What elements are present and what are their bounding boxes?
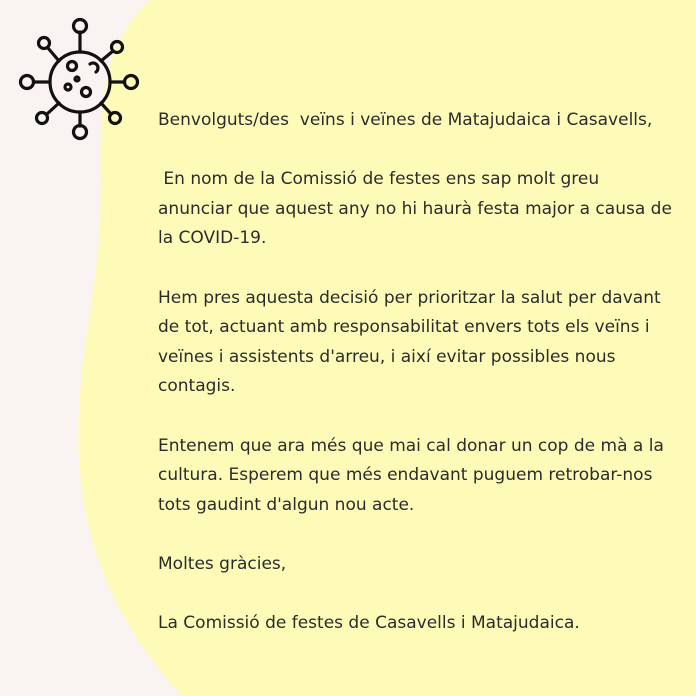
letter-paragraph-2: Hem pres aquesta decisió per prioritzar la salut per davant de tot, actuant amb responsabilitat envers tots els veïns i veïnes i assistents d'arreu, i així evitar possibles nous contagis. bbox=[158, 287, 667, 397]
letter-paragraph-3: Entenem que ara més que mai cal donar un cop de mà a la cultura. Esperem que més endavant puguem retrobar-nos tots gaudint d'algun nou acte. bbox=[158, 435, 670, 515]
letter-paragraph-1: En nom de la Comissió de festes ens sap molt greu anunciar que aquest any no hi haurà festa major a causa de la COVID-19. bbox=[158, 169, 678, 249]
letter-closing: Moltes gràcies, bbox=[158, 553, 287, 574]
letter-body bbox=[158, 106, 678, 639]
letter-signature: La Comissió de festes de Casavells i Matajudaica. bbox=[158, 613, 580, 634]
virus-icon bbox=[14, 14, 146, 146]
letter-greeting: Benvolguts/des veïns i veïnes de Matajudaica i Casavells, bbox=[158, 110, 653, 130]
